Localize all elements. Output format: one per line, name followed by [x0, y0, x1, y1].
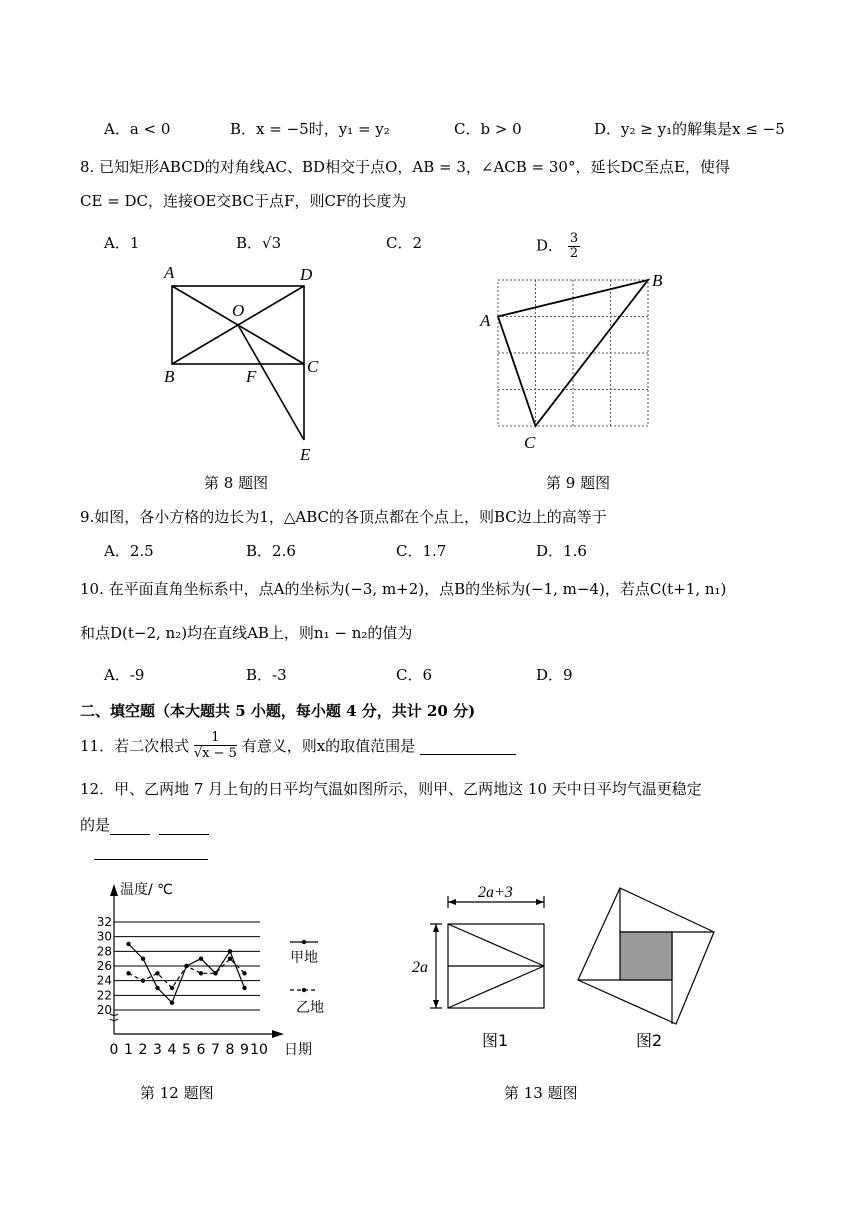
q8-option-d	[536, 232, 580, 261]
q12-answer-blank-2[interactable]	[159, 818, 209, 835]
figure-12-caption: 第 12 题图	[140, 1084, 214, 1102]
chart-x-tick-label: 0	[109, 1042, 119, 1058]
chart-y-tick-label: 32	[96, 915, 112, 929]
fig8-label-a: A	[164, 263, 175, 282]
chart-point	[199, 956, 203, 960]
fig9-label-c: C	[524, 433, 536, 452]
q7-option-c: C．b > 0	[454, 120, 522, 138]
q12-text-line2	[80, 814, 209, 835]
section-2-heading: 二、填空题（本大题共 5 小题，每小题 4 分，共计 20 分)	[80, 702, 476, 720]
figure-12-chart	[96, 872, 356, 1068]
q8-text-line1: 8. 已知矩形ABCD的对角线AC、BD相交于点O，AB = 3，∠ACB = 30°，延长DC至点E，使得	[80, 158, 730, 176]
figure-8	[150, 258, 340, 468]
chart-x-axis-arrow	[272, 1030, 284, 1038]
chart-point	[170, 1000, 174, 1004]
q12-text-line1: 12．甲、乙两地 7 月上旬的日平均气温如图所示，则甲、乙两地这 10 天中日平均气温更稳定	[80, 780, 702, 798]
q11-answer-blank[interactable]	[420, 736, 516, 755]
fig13-arrow-up	[433, 924, 439, 932]
legend-yi-marker	[302, 988, 306, 992]
chart-y-tick-label: 28	[96, 944, 112, 959]
chart-series-line	[129, 944, 245, 1003]
q12-answer-blank-3[interactable]	[94, 858, 208, 860]
chart-x-tick-label: 8	[225, 1042, 235, 1058]
chart-point	[141, 956, 145, 960]
q11-prefix: 11．若二次根式	[80, 737, 190, 755]
fig13-fig1-line-top	[448, 924, 544, 966]
q9-option-b: B．2.6	[246, 542, 296, 560]
q8-option-c: C．2	[386, 234, 423, 252]
fig9-grid	[498, 280, 648, 426]
fig13-fig2-shaded-square	[620, 932, 672, 980]
fig8-label-d: D	[300, 265, 313, 284]
figure-9	[476, 268, 676, 460]
chart-point	[242, 971, 246, 975]
chart-y-tick-label: 30	[96, 929, 112, 944]
fig8-label-e: E	[300, 445, 311, 464]
fig9-label-a: A	[480, 311, 491, 330]
q8-option-a: A．1	[104, 234, 140, 252]
q9-option-d: D．1.6	[536, 542, 587, 560]
legend-jia-label: 甲地	[290, 950, 318, 966]
q8-option-b: B．√3	[236, 234, 282, 252]
chart-series-line	[129, 959, 245, 988]
chart-y-axis-arrow	[110, 884, 118, 896]
fig8-label-f: F	[246, 367, 257, 386]
q7-option-d: D．y₂ ≥ y₁的解集是x ≤ −5	[594, 120, 785, 138]
q10-option-d: D．9	[536, 666, 573, 684]
fig13-label-top: 2a+3	[478, 886, 513, 901]
chart-y-tick-label: 24	[96, 973, 112, 988]
chart-point	[199, 971, 203, 975]
fig8-label-o: O	[232, 301, 245, 320]
chart-point	[155, 986, 159, 990]
fig13-arrow-right	[536, 899, 544, 905]
chart-x-tick-label: 5	[182, 1042, 191, 1058]
chart-x-tick-label: 1	[124, 1042, 133, 1058]
q10-option-b: B．-3	[246, 666, 287, 684]
chart-point	[228, 949, 232, 953]
q8-option-d-numerator: 3	[569, 231, 579, 246]
chart-y-tick-label: 22	[96, 988, 112, 1003]
q12-line2-text: 的是	[80, 816, 111, 834]
legend-jia-marker	[302, 940, 306, 944]
chart-xlabel: 日期	[284, 1042, 312, 1058]
figure-9-caption: 第 9 题图	[546, 474, 611, 492]
figure-8-caption: 第 8 题图	[204, 474, 269, 492]
q9-option-c: C．1.7	[396, 542, 447, 560]
q9-option-a: A．2.5	[104, 542, 154, 560]
q10-option-a: A．-9	[104, 666, 145, 684]
q8-text-line2: CE = DC，连接OE交BC于点F，则CF的长度为	[80, 192, 407, 210]
q7-option-a: A．a < 0	[104, 120, 171, 138]
chart-x-tick-label: 7	[211, 1042, 220, 1058]
q11-suffix: 有意义，则x的取值范围是	[241, 737, 416, 755]
q9-text: 9.如图，各小方格的边长为1，△ABC的各顶点都在个点上，则BC边上的高等于	[80, 508, 607, 526]
chart-y-tick-label: 26	[96, 959, 112, 973]
figure-13	[406, 886, 736, 1062]
chart-x-tick-label: 6	[196, 1042, 206, 1058]
chart-point	[170, 986, 174, 990]
q10-text-line2: 和点D(t−2, n₂)均在直线AB上，则n₁ − n₂的值为	[80, 624, 413, 642]
fig13-fig1-line-bottom	[448, 966, 544, 1008]
legend-yi-label: 乙地	[296, 1000, 324, 1016]
q11-fraction-numerator: 1	[194, 730, 237, 746]
fig13-label-left: 2a	[412, 959, 428, 976]
chart-point	[141, 978, 145, 982]
q11-text	[80, 730, 516, 761]
chart-point	[242, 986, 246, 990]
chart-x-tick-label: 9	[240, 1042, 249, 1058]
fig8-label-b: B	[164, 367, 175, 386]
chart-point	[228, 956, 232, 960]
fig13-arrow-down	[433, 1000, 439, 1008]
fig13-fig1-caption: 图1	[482, 1031, 509, 1050]
fig13-arrow-left	[448, 899, 456, 905]
chart-ylabel: 温度/ ℃	[120, 882, 173, 898]
fig13-fig2-caption: 图2	[636, 1031, 663, 1050]
chart-x-tick-label: 3	[153, 1042, 162, 1058]
q10-text-line1: 10. 在平面直角坐标系中，点A的坐标为(−3, m+2)，点B的坐标为(−1, m−4)，若点C(t+1, n₁)	[80, 580, 727, 598]
figure-13-caption: 第 13 题图	[504, 1084, 578, 1102]
q7-option-b: B．x = −5时，y₁ = y₂	[230, 120, 390, 138]
q8-option-d-denominator: 2	[569, 246, 579, 261]
chart-point	[155, 971, 159, 975]
chart-x-tick-label: 4	[167, 1042, 177, 1058]
chart-point	[126, 971, 130, 975]
chart-x-tick-label: 10	[250, 1042, 268, 1058]
fig8-label-c: C	[307, 357, 319, 376]
chart-x-tick-label: 2	[138, 1042, 148, 1058]
q12-answer-blank-1[interactable]	[110, 818, 150, 835]
chart-point	[126, 942, 130, 946]
chart-y-tick-label: 20	[96, 1003, 112, 1017]
chart-point	[184, 964, 188, 968]
chart-point	[213, 971, 217, 975]
fig9-label-b: B	[652, 271, 663, 290]
q8-option-d-prefix: D．	[536, 236, 564, 255]
q10-option-c: C．6	[396, 666, 433, 684]
q11-fraction-denominator: √x − 5	[193, 746, 237, 761]
